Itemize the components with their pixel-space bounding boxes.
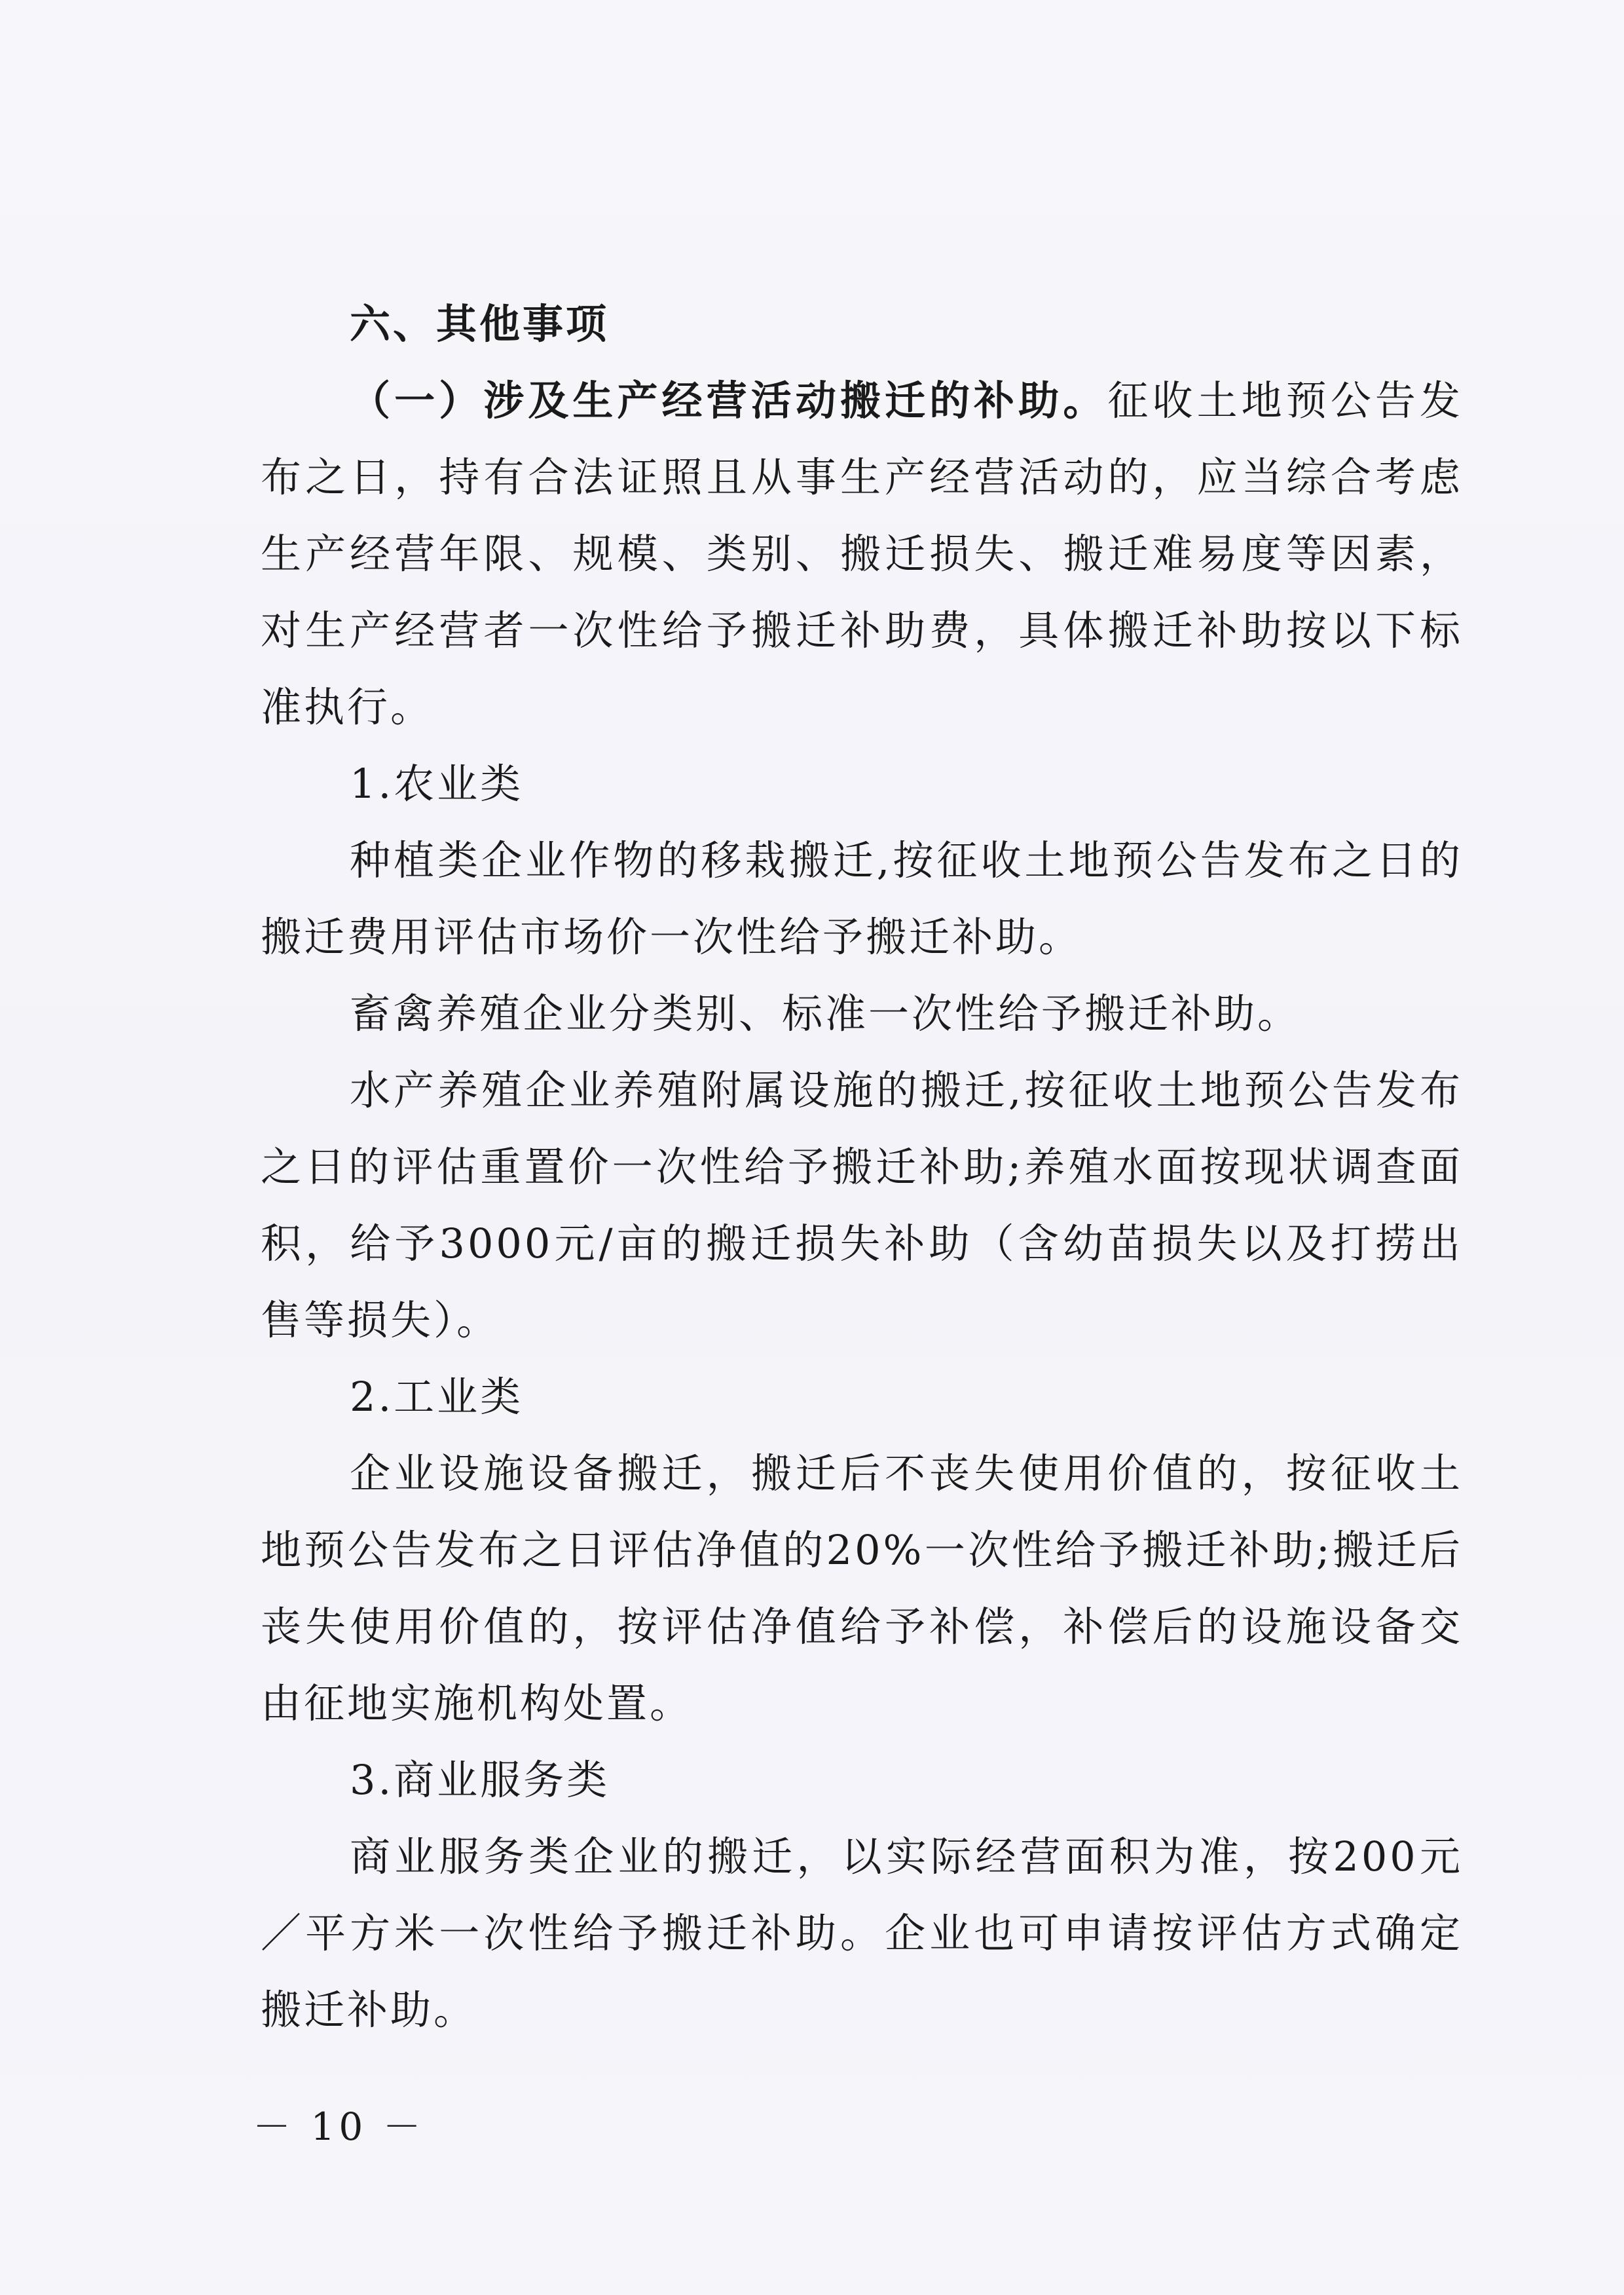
item-one-paragraph [261, 362, 1463, 745]
commerce-paragraph: 商业服务类企业的搬迁，以实际经营面积为准，按200元／平方米一次性给予搬迁补助。企业也可申请按评估方式确定搬迁补助。 [261, 1833, 1463, 2034]
page-number: － 10 － [253, 2104, 425, 2149]
agriculture-title: 1.农业类 [350, 760, 524, 808]
item-one-body: 征收土地预公告发布之日，持有合法证照且从事生产经营活动的，应当综合考虑生产经营年限、规模、类别、搬迁损失、搬迁难易度等因素，对生产经营者一次性给予搬迁补助费，具体搬迁补助按以下标准执行。 [261, 377, 1463, 731]
section-heading: 六、其他事项 [350, 300, 610, 348]
industry-paragraph: 企业设施设备搬迁，搬迁后不丧失使用价值的，按征收土地预公告发布之日评估净值的20%一次性给予搬迁补助;搬迁后丧失使用价值的，按评估净值给予补偿，补偿后的设施设备交由征地实施机构处置。 [261, 1449, 1463, 1727]
document-body [261, 286, 1463, 2048]
agriculture-paragraph-livestock: 畜禽养殖企业分类别、标准一次性给予搬迁补助。 [350, 990, 1301, 1037]
agriculture-paragraph-planting: 种植类企业作物的移栽搬迁,按征收土地预公告发布之日的搬迁费用评估市场价一次性给予搬迁补助。 [261, 836, 1463, 961]
industry-title: 2.工业类 [350, 1373, 524, 1421]
item-one-lead: （一）涉及生产经营活动搬迁的补助。 [350, 377, 1108, 424]
agriculture-paragraph-aquaculture: 水产养殖企业养殖附属设施的搬迁,按征收土地预公告发布之日的评估重置价一次性给予搬迁补助;养殖水面按现状调查面积，给予3000元/亩的搬迁损失补助（含幼苗损失以及打捞出售等损失）。 [261, 1066, 1463, 1344]
commerce-title: 3.商业服务类 [350, 1756, 610, 1804]
